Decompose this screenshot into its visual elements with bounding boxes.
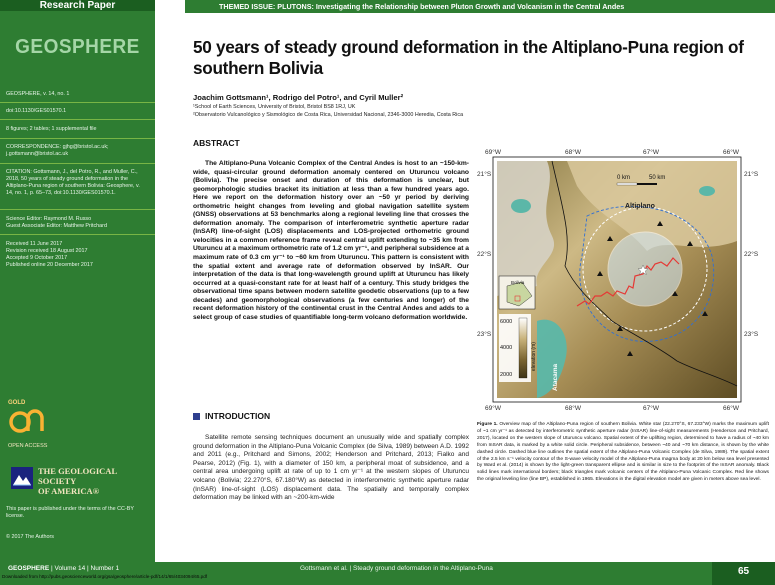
article-type-label: Research Paper [39, 0, 116, 11]
introduction-heading-label: INTRODUCTION [205, 411, 271, 421]
license-text: This paper is published under the terms of the CC-BY license. [6, 506, 134, 519]
elev-tick-6000: 6000 [500, 319, 513, 325]
scale-bar-segment [617, 183, 637, 185]
affiliation-2: ²Observatorio Vulcanológico y Sismológico de Costa Rica, Universidad Nacional, 2346-3000 Heredia, Costa Rica [193, 112, 464, 118]
introduction-heading [193, 411, 270, 421]
gold-label: GOLD [8, 400, 26, 406]
science-editor: Science Editor: Raymond M. Russo [6, 216, 92, 222]
gsa-line2: OF AMERICA® [38, 486, 100, 496]
lat-label-right-23: 23°S [744, 331, 759, 338]
lat-label-right-22: 22°S [744, 251, 759, 258]
divider [0, 234, 155, 235]
divider [0, 209, 155, 210]
divider [0, 119, 155, 120]
caption-text: Overview map of the Altiplano-Puna region of southern Bolivia. White star (22.270°S, 67.233°W) marks the maximum uplift of ~1 cm yr⁻¹ as detected by interferometric synthetic aperture radar (InSAR) line-of-sight measurements (Henderson and Pritchard, 2017), located on the western slope of Uturuncu volcano. Spatial extent of the uplifting region, determined to have a radius of ~40 km from InSAR data, is marked by a white solid circle. Peripheral subsidence, between ~40 and ~70 km distance, is shown by the white dashed circle. Dashed blue line outlines the spatial extent of the Altiplano-Puna Volcanic Complex (de Silva, 1989). The spatial extent of the 2.5 km s⁻¹ velocity contour of the S-wave velocity model of the Altiplano-Puna magma body at 20 km below sea level presented by Ward et al. (2014) is shown by the light-green transparent ellipse and is similar in size to the footprint of the InSAR anomaly. Black solid lines mark international borders; black triangles mark volcanic centers of the Altiplano-Puna Volcanic Complex. Red line shows the original leveling line (line BP), established in 1965. Elevations in the digital elevation model are given in meters above sea level. [477, 422, 769, 483]
divider [0, 138, 155, 139]
correspondence-label[interactable]: CORRESPONDENCE: gjhg@bristol.ac.uk; [6, 144, 109, 150]
journal-logo[interactable]: GEOSPHERE [15, 36, 140, 58]
abstract-text: The Altiplano-Puna Volcanic Complex of the Central Andes is host to an ~150-km-wide, quasi-circular ground deformation anomaly centered on Uturuncu volcano (Bolivia). The precise onset and duration of this deformation is unclear, but geomorphologic studies bracket its initiation at less than a few hundred years ago. Here we report on the deformation history over an ~50 yr period by deriving orthometric height changes from leveling and global navigation satellite system (GNSS) observations at 53 benchmarks along a regional leveling line that crosses the deformation anomaly. The comparison of interferometric synthetic aperture radar (InSAR) line-of-sight (LOS) displacements and LOS-projected orthometric ground velocities in a common reference frame reveal central uplift extending to ~35 km from Uturuncu at a maximum orthometric rate of 1.2 cm yr⁻¹, and peripheral subsidence at a maximum rate of 0.3 cm yr⁻¹ to ~60 km from Uturuncu. This pattern is consistent with the spatial extent and average rate of deformation observed by InSAR. Our interpretation of the data is that long-wavelength ground uplift at Uturuncu has likely occurred at a quasi-constant rate for at least half of a century. This study bridges the observational time spans between modern satellite geodetic observations (up to a few decades) and geomorphological observations (a few centuries and longer) of the recent deformation history of the continental crust in the Central Andes and adds to a select group of case studies of quantifiable long-term volcano deformation worldwide. [193, 160, 469, 321]
lon-label-top-68: 68°W [565, 149, 581, 156]
sidebar [0, 0, 155, 562]
journal-line: GEOSPHERE, v. 14, no. 1 [6, 91, 70, 97]
elevation-axis-label: elevation (m) [531, 342, 537, 371]
revision-date: Revision received 18 August 2017 [6, 248, 88, 254]
caption-label: Figure 1. [477, 422, 498, 427]
lat-label-left-21: 21°S [477, 171, 492, 178]
elev-tick-4000: 4000 [500, 345, 513, 351]
footer-separator: | [51, 565, 55, 572]
gsa-emblem-icon [10, 466, 34, 490]
figure-1-map [477, 146, 767, 411]
page-number: 65 [712, 562, 775, 585]
article-title: 50 years of steady ground deformation in the Altiplano-Puna region of southern Bolivia [193, 37, 744, 78]
author-list: Joachim Gottsmann¹, Rodrigo del Potro¹, and Cyril Muller² [193, 93, 404, 102]
section-marker-icon [193, 413, 200, 420]
citation: CITATION: Gottsmann, J., del Potro, R., and Muller, C., 2018, 50 years of steady ground deformation in the Altiplano-Puna region of southern Bolivia: Geosphere, v. 14, no. 1, p. 65–73, doi:10.1130/GES01570.1. [6, 169, 140, 196]
scale-label-50: 50 km [649, 175, 666, 181]
place-atacama: Atacama [552, 363, 559, 391]
scale-label-0: 0 km [617, 175, 631, 181]
lake [699, 186, 715, 196]
correspondence-email[interactable]: j.gottsmann@bristol.ac.uk [6, 151, 69, 157]
published-date: Published online 20 December 2017 [6, 262, 93, 268]
divider [0, 102, 155, 103]
elevation-colorbar [519, 318, 527, 378]
divider [0, 163, 155, 164]
lon-label-bottom-69: 69°W [485, 405, 501, 411]
doi-link[interactable]: doi:10.1130/GES01570.1 [6, 108, 67, 114]
gsa-line1: THE GEOLOGICAL SOCIETY [38, 466, 117, 486]
article-type-header [0, 0, 155, 11]
lon-label-top-67: 67°W [643, 149, 659, 156]
lat-label-left-23: 23°S [477, 331, 492, 338]
lon-label-bottom-67: 67°W [643, 405, 659, 411]
footer-volume: Volume 14 [54, 565, 86, 572]
footer-separator: | [87, 565, 91, 572]
footer-number: Number 1 [90, 565, 120, 572]
guest-editor: Guest Associate Editor: Matthew Pritchard [6, 223, 107, 229]
footer-journal: GEOSPHERE [8, 565, 50, 572]
themed-issue-title: THEMED ISSUE: PLUTONS: Investigating the Relationship between Pluton Growth and Volcanism in the Central Andes [219, 2, 625, 11]
inset-label-bolivia: Bolivia [511, 280, 525, 285]
figure-count: 8 figures; 2 tables; 1 supplemental file [6, 126, 97, 132]
accepted-date: Accepted 9 October 2017 [6, 255, 68, 261]
gold-open-access-badge[interactable] [8, 400, 50, 458]
footer-journal-info [8, 565, 119, 572]
lon-label-bottom-66: 66°W [723, 405, 739, 411]
lon-label-top-69: 69°W [485, 149, 501, 156]
overview-map [477, 146, 767, 411]
place-altiplano: Altiplano [625, 203, 655, 210]
introduction-text: Satellite remote sensing techniques document an unusually wide and spatially complex ground deformation in the Altiplano-Puna Volcanic Complex (de Silva, 1989) between A.D. 1992 and 2011 (e.g., Pritchard and Simons, 2002; Henderson and Pritchard, 2013; Fialko and Pearse, 2012) (Fig. 1), with a diameter of 150 km, a peripheral moat of subsidence, and a central area undergoing uplift at rate of up to 1 cm yr⁻¹ at the western slopes of Uturuncu volcano (Bolivia; 22.270°S, 67.180°W) as detected in interferometric synthetic aperture radar (InSAR) line-of-sight (LOS) displacement data. The spatially and temporally complex deformation may be linked with an ~200-km-wide [193, 434, 469, 502]
lat-label-left-22: 22°S [477, 251, 492, 258]
gsa-logo[interactable] [10, 466, 152, 496]
footer-running-head: Gottsmann et al. | Steady ground deformation in the Altiplano-Puna [300, 565, 493, 572]
affiliation-1: ¹School of Earth Sciences, University of Bristol, Bristol BS8 1RJ, UK [193, 104, 356, 110]
lon-label-top-66: 66°W [723, 149, 739, 156]
open-access-icon [8, 406, 48, 436]
lake [511, 199, 531, 213]
open-access-label: OPEN ACCESS [8, 443, 48, 449]
copyright: © 2017 The Authors [6, 534, 54, 540]
abstract-heading: ABSTRACT [193, 138, 240, 148]
lat-label-right-21: 21°S [744, 171, 759, 178]
download-notice[interactable]: Downloaded from http://pubs.geoscienceworld.org/gsa/geosphere/article-pdf/14/1/65/4034094/65.pdf [2, 574, 208, 579]
figure-1-caption [477, 422, 769, 484]
elev-tick-2000: 2000 [500, 372, 513, 378]
themed-issue-banner [185, 0, 775, 13]
lon-label-bottom-68: 68°W [565, 405, 581, 411]
received-date: Received 11 June 2017 [6, 241, 63, 247]
